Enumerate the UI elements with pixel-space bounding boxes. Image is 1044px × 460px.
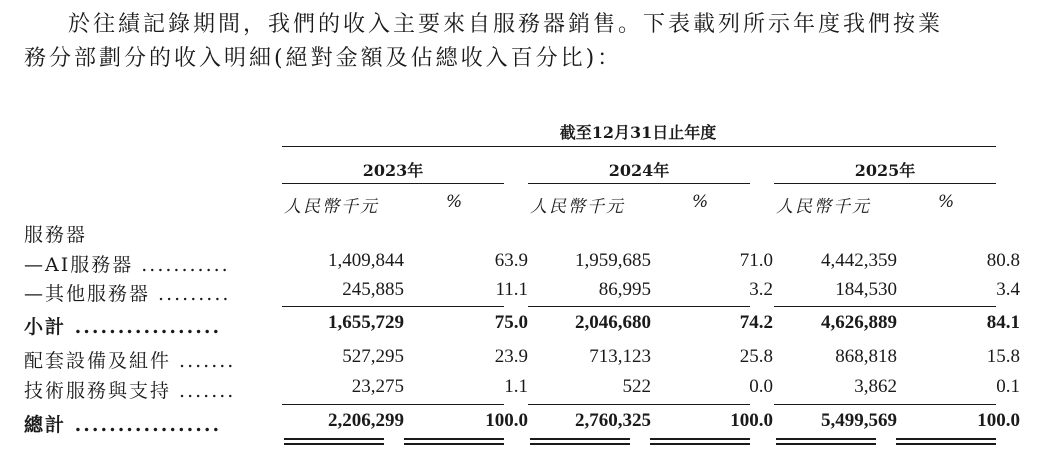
section-label: 服務器 xyxy=(24,224,88,246)
cell-value: 2,760,325 xyxy=(575,410,651,431)
intro-paragraph xyxy=(24,8,1024,76)
cell-value: 3.2 xyxy=(749,279,773,300)
cell-value: 25.8 xyxy=(739,346,773,367)
cell-value: 100.0 xyxy=(977,410,1020,431)
cell-value: 23.9 xyxy=(494,346,528,367)
double-rule xyxy=(896,438,996,445)
cell-value: 84.1 xyxy=(986,312,1020,333)
year-header-2023: 2023年 xyxy=(362,161,424,180)
currency-header-2023: 人民幣千元 xyxy=(284,197,379,217)
table-row xyxy=(24,279,1020,307)
table-row-total xyxy=(24,410,1020,438)
intro-line-2: 務分部劃分的收入明細(絕對金額及佔總收入百分比)： xyxy=(24,46,623,71)
subtotal-rule-2025 xyxy=(774,306,996,307)
row-label: 總計 ................. xyxy=(24,414,222,436)
total-rule-2024 xyxy=(528,404,750,405)
subtotal-rule-2023 xyxy=(282,306,504,307)
cell-value: 100.0 xyxy=(730,410,773,431)
double-rule xyxy=(650,438,750,445)
row-label: —其他服務器 ......... xyxy=(24,283,231,305)
cell-value: 74.2 xyxy=(739,312,773,333)
double-rule xyxy=(530,438,630,445)
year-header-2024: 2024年 xyxy=(608,161,670,180)
cell-value: 868,818 xyxy=(835,346,897,367)
cell-value: 86,995 xyxy=(598,279,651,300)
cell-value: 11.1 xyxy=(495,279,528,300)
row-label: 技術服務與支持 ....... xyxy=(24,380,236,402)
cell-value: 100.0 xyxy=(485,410,528,431)
total-rule-2025 xyxy=(774,404,996,405)
percent-header-2024: % xyxy=(692,192,709,212)
cell-value: 3.4 xyxy=(996,279,1020,300)
table-row-subtotal xyxy=(24,312,1020,340)
period-header: 截至12月31日止年度 xyxy=(559,123,717,142)
row-label: —AI服務器 ........... xyxy=(24,254,230,276)
cell-value: 184,530 xyxy=(835,279,897,300)
percent-header-2023: % xyxy=(446,192,463,212)
cell-value: 713,123 xyxy=(589,346,651,367)
cell-value: 15.8 xyxy=(986,346,1020,367)
currency-header-2025: 人民幣千元 xyxy=(776,197,871,217)
table-row xyxy=(24,250,1020,278)
row-label: 小計 ................. xyxy=(24,316,222,338)
cell-value: 63.9 xyxy=(494,250,528,271)
cell-value: 75.0 xyxy=(494,312,528,333)
cell-value: 245,885 xyxy=(342,279,404,300)
cell-value: 0.0 xyxy=(749,376,773,397)
table-row xyxy=(24,346,1020,374)
total-rule-2023 xyxy=(282,404,504,405)
double-rule xyxy=(284,438,384,445)
intro-line-1: 於往績記錄期間，我們的收入主要來自服務器銷售。下表載列所示年度我們按業 xyxy=(68,12,944,37)
cell-value: 0.1 xyxy=(996,376,1020,397)
section-row-servers xyxy=(24,220,1004,248)
table-row xyxy=(24,376,1020,404)
cell-value: 1,409,844 xyxy=(328,250,404,271)
cell-value: 4,442,359 xyxy=(821,250,897,271)
cell-value: 2,046,680 xyxy=(575,312,651,333)
cell-value: 71.0 xyxy=(739,250,773,271)
year-rule-2023 xyxy=(282,183,504,184)
double-rule xyxy=(404,438,504,445)
period-rule xyxy=(282,146,996,147)
cell-value: 1.1 xyxy=(504,376,528,397)
year-header-2025: 2025年 xyxy=(854,161,916,180)
subtotal-rule-2024 xyxy=(528,306,750,307)
year-rule-2025 xyxy=(774,183,996,184)
cell-value: 522 xyxy=(622,376,651,397)
cell-value: 4,626,889 xyxy=(821,312,897,333)
double-rule xyxy=(776,438,876,445)
cell-value: 3,862 xyxy=(854,376,897,397)
cell-value: 80.8 xyxy=(986,250,1020,271)
cell-value: 1,655,729 xyxy=(328,312,404,333)
percent-header-2025: % xyxy=(938,192,955,212)
year-rule-2024 xyxy=(528,183,750,184)
cell-value: 5,499,569 xyxy=(821,410,897,431)
cell-value: 23,275 xyxy=(351,376,404,397)
row-label: 配套設備及組件 ....... xyxy=(24,350,236,372)
cell-value: 2,206,299 xyxy=(328,410,404,431)
cell-value: 1,959,685 xyxy=(575,250,651,271)
cell-value: 527,295 xyxy=(342,346,404,367)
currency-header-2024: 人民幣千元 xyxy=(530,197,625,217)
